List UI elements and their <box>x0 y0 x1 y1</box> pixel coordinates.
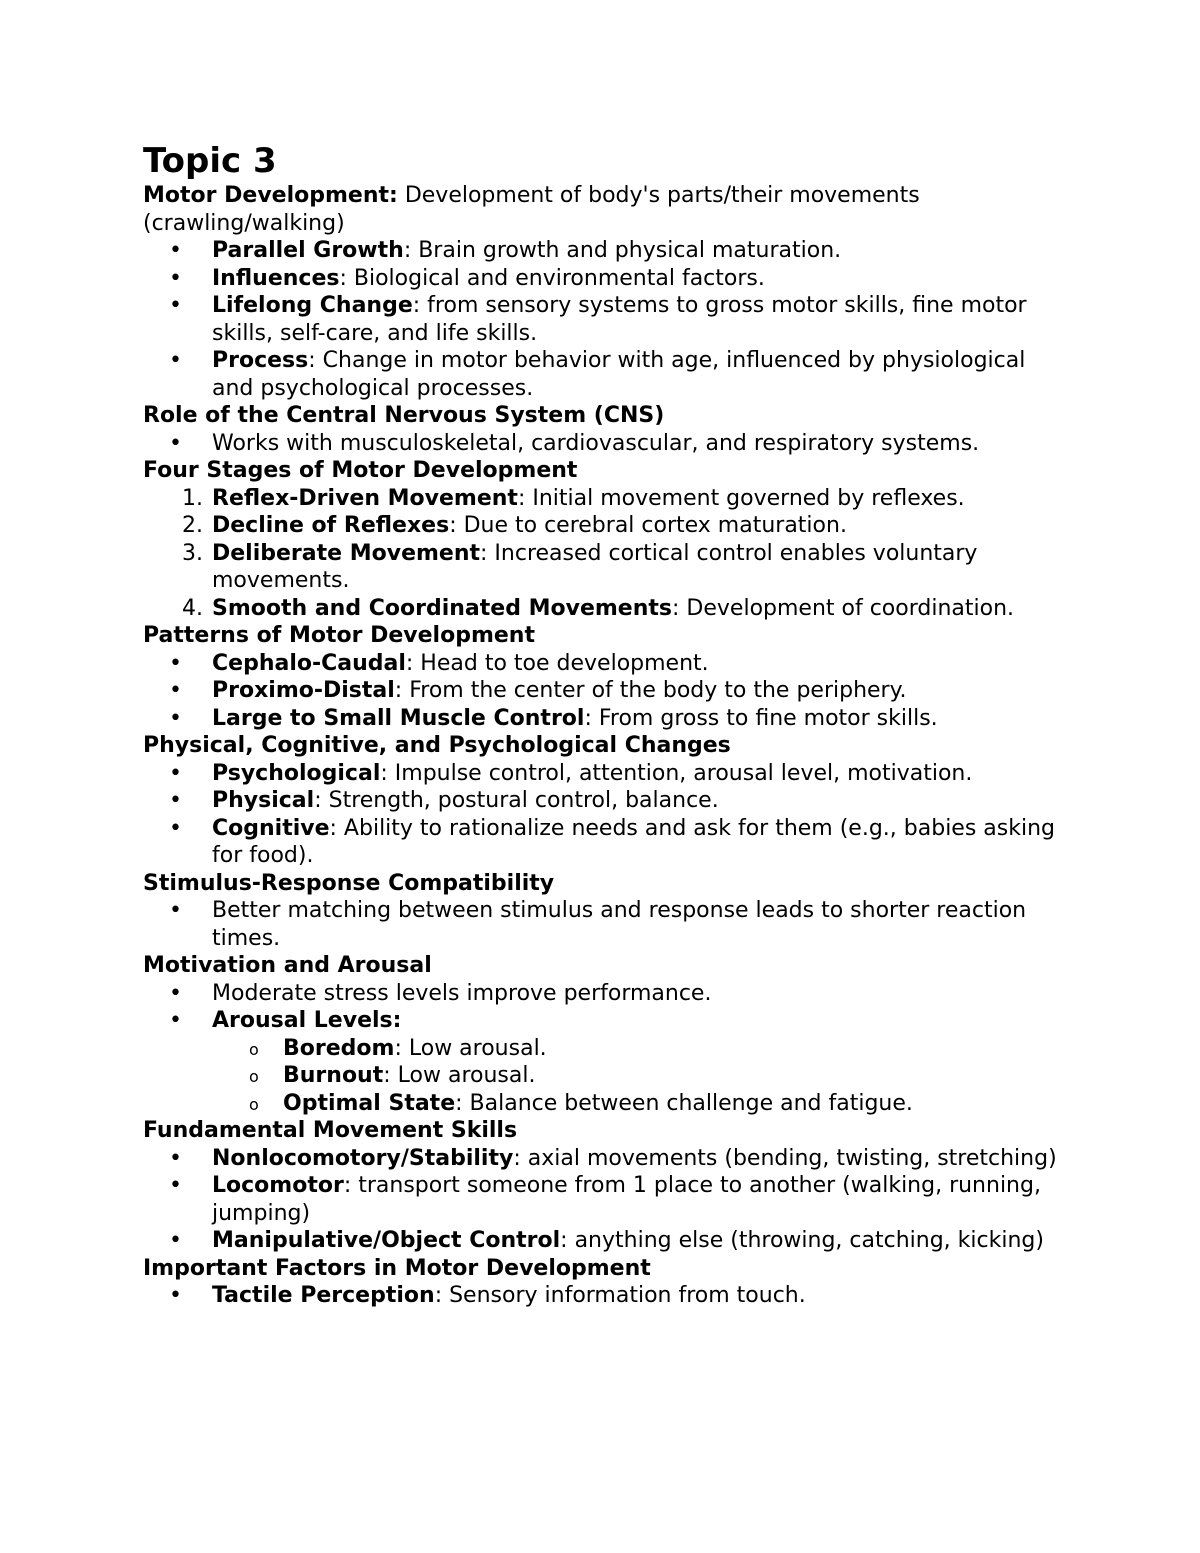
item-term: Process <box>212 348 309 373</box>
document-page <box>143 140 1063 1310</box>
list-item <box>143 677 1063 705</box>
item-text: : Balance between challenge and fatigue. <box>455 1090 913 1116</box>
bullet-marker: • <box>169 265 182 291</box>
item-text: : transport someone from 1 place to another (walking, running, jumping) <box>212 1173 1041 1226</box>
item-text: : Biological and environmental factors. <box>339 265 765 291</box>
bullet-marker: • <box>169 1283 182 1308</box>
section-heading-changes: Physical, Cognitive, and Psychological Changes <box>143 733 731 758</box>
section-heading-patterns: Patterns of Motor Development <box>143 623 535 648</box>
numbered-item <box>143 512 1063 540</box>
list-item <box>143 292 1063 347</box>
factors-list <box>143 1282 1063 1310</box>
item-term: Tactile Perception <box>212 1283 435 1308</box>
bullet-marker: • <box>169 760 182 786</box>
item-term: Nonlocomotory/Stability <box>212 1145 514 1171</box>
bullet-marker: • <box>169 1228 182 1253</box>
sub-bullet-marker: o <box>249 1039 259 1059</box>
numbered-item <box>143 595 1063 623</box>
item-text: : Brain growth and physical maturation. <box>403 238 842 263</box>
stimulus-list <box>143 897 1063 952</box>
list-item <box>143 347 1063 402</box>
bullet-marker: • <box>169 293 182 318</box>
stages-list <box>143 485 1063 623</box>
item-text: : Increased cortical control enables voluntary movements. <box>212 540 978 593</box>
intro-list <box>143 237 1063 402</box>
item-term: Cephalo-Caudal <box>212 650 406 676</box>
intro-definition <box>143 182 1063 237</box>
sub-list-item <box>143 1035 1063 1063</box>
bullet-marker: • <box>169 348 182 373</box>
bullet-marker: • <box>169 650 182 676</box>
section-heading-factors: Important Factors in Motor Development <box>143 1255 651 1281</box>
item-term: Decline of Reflexes <box>212 513 450 538</box>
bullet-marker: • <box>169 1008 182 1033</box>
item-text: : From the center of the body to the periphery. <box>394 678 907 703</box>
item-colon: : <box>392 1008 402 1033</box>
section-heading-stimulus: Stimulus-Response Compatibility <box>143 870 555 896</box>
item-text: : Strength, postural control, balance. <box>314 788 719 813</box>
sub-list-item <box>143 1062 1063 1090</box>
list-item <box>143 265 1063 293</box>
numbered-item <box>143 485 1063 513</box>
section-heading-fundamental: Fundamental Movement Skills <box>143 1118 518 1143</box>
sub-bullet-marker: o <box>249 1067 259 1086</box>
list-item <box>143 787 1063 815</box>
item-term: Optimal State <box>283 1090 456 1116</box>
item-term: Influences <box>212 265 340 291</box>
item-term: Manipulative/Object Control <box>212 1228 561 1253</box>
item-text: : Low arousal. <box>383 1063 536 1088</box>
item-text: : Change in motor behavior with age, influenced by physiological and psychological processes. <box>212 348 1026 401</box>
intro-term: Motor Development: <box>143 183 398 208</box>
section-heading-cns: Role of the Central Nervous System (CNS) <box>143 403 665 428</box>
section-heading-motivation: Motivation and Arousal <box>143 953 432 978</box>
item-term: Cognitive <box>212 815 330 841</box>
list-item <box>143 980 1063 1008</box>
patterns-list <box>143 650 1063 733</box>
item-text: : axial movements (bending, twisting, stretching) <box>513 1145 1057 1171</box>
item-term: Deliberate Movement <box>212 540 481 566</box>
bullet-marker: • <box>169 815 182 841</box>
list-item <box>143 237 1063 265</box>
item-text: : from sensory systems to gross motor skills, fine motor skills, self-care, and life skills. <box>212 293 1027 346</box>
list-item <box>143 815 1063 870</box>
item-term: Arousal Levels <box>212 1008 393 1033</box>
bullet-marker: • <box>169 1145 182 1171</box>
item-text: : Development of coordination. <box>672 595 1015 621</box>
list-item <box>143 650 1063 678</box>
list-item <box>143 760 1063 788</box>
item-text: Moderate stress levels improve performance. <box>212 980 712 1006</box>
list-item <box>143 1007 1063 1035</box>
bullet-marker: • <box>169 788 182 813</box>
item-text: : From gross to fine motor skills. <box>584 705 938 731</box>
page-title: Topic 3 <box>143 141 277 181</box>
item-text: : Ability to rationalize needs and ask for them (e.g., babies asking for food). <box>212 815 1055 868</box>
item-term: Parallel Growth <box>212 238 404 263</box>
fundamental-list <box>143 1145 1063 1255</box>
number-marker: 1. <box>182 485 203 511</box>
item-term: Locomotor <box>212 1173 344 1198</box>
item-term: Large to Small Muscle Control <box>212 705 585 731</box>
number-marker: 4. <box>182 595 203 621</box>
item-term: Lifelong Change <box>212 293 413 318</box>
item-text: : Head to toe development. <box>405 650 709 676</box>
item-term: Burnout <box>283 1063 384 1088</box>
item-term: Proximo-Distal <box>212 678 395 703</box>
list-item <box>143 1172 1063 1227</box>
number-marker: 2. <box>182 513 203 538</box>
motivation-list <box>143 980 1063 1118</box>
list-item <box>143 1282 1063 1310</box>
list-item <box>143 705 1063 733</box>
sub-bullet-marker: o <box>249 1094 259 1114</box>
list-item <box>143 897 1063 952</box>
item-term: Reflex-Driven Movement <box>212 485 518 511</box>
item-text: : Impulse control, attention, arousal level, motivation. <box>380 760 973 786</box>
list-item <box>143 430 1063 458</box>
bullet-marker: • <box>169 430 182 456</box>
changes-list <box>143 760 1063 870</box>
item-term: Boredom <box>283 1035 395 1061</box>
item-text: : Due to cerebral cortex maturation. <box>449 513 847 538</box>
bullet-marker: • <box>169 238 182 263</box>
item-text: Better matching between stimulus and response leads to shorter reaction times. <box>212 898 1027 951</box>
bullet-marker: • <box>169 705 182 731</box>
section-heading-stages: Four Stages of Motor Development <box>143 458 578 483</box>
item-term: Psychological <box>212 760 381 786</box>
sub-list-item <box>143 1090 1063 1118</box>
item-text: Works with musculoskeletal, cardiovascular, and respiratory systems. <box>212 430 980 456</box>
bullet-marker: • <box>169 980 182 1006</box>
item-term: Smooth and Coordinated Movements <box>212 595 673 621</box>
intro-text: Development of body's parts/their movements (crawling/walking) <box>143 183 920 236</box>
cns-list <box>143 430 1063 458</box>
bullet-marker: • <box>169 678 182 703</box>
item-text: : Initial movement governed by reflexes. <box>517 485 965 511</box>
item-text: : Low arousal. <box>394 1035 547 1061</box>
number-marker: 3. <box>182 540 203 566</box>
bullet-marker: • <box>169 898 182 923</box>
numbered-item <box>143 540 1063 595</box>
bullet-marker: • <box>169 1173 182 1198</box>
item-text: : Sensory information from touch. <box>434 1283 806 1308</box>
list-item <box>143 1145 1063 1173</box>
item-text: : anything else (throwing, catching, kicking) <box>560 1228 1044 1253</box>
item-term: Physical <box>212 788 315 813</box>
list-item <box>143 1227 1063 1255</box>
